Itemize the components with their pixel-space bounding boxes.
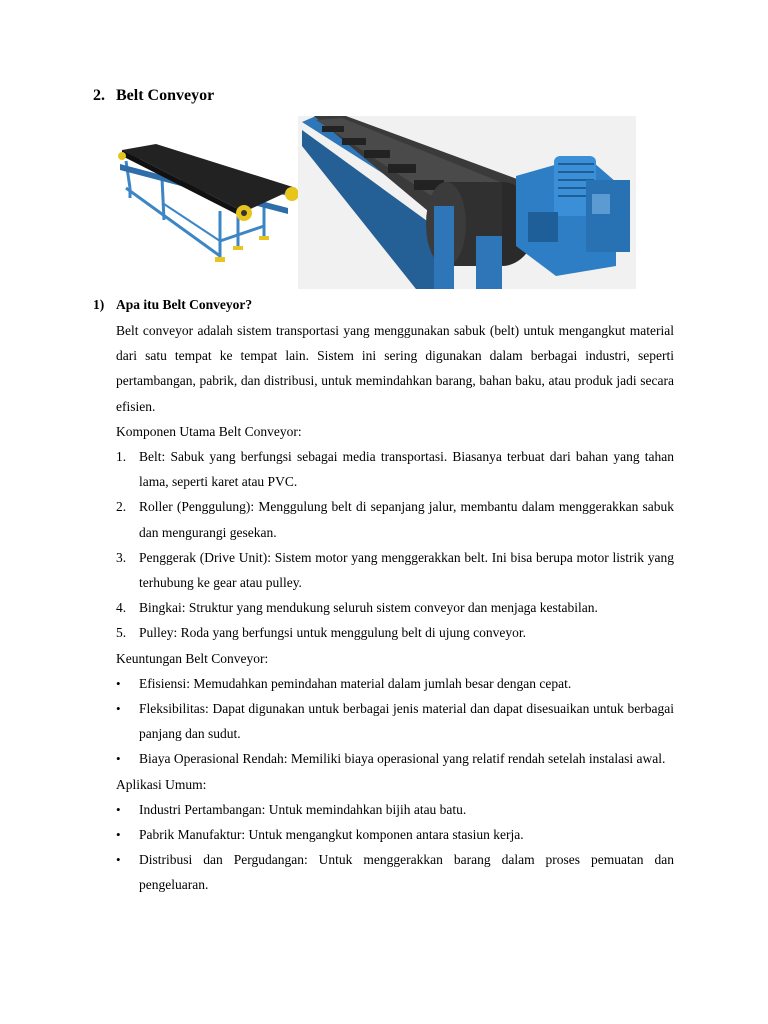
advantages-list [116, 671, 674, 772]
bullet-icon: • [116, 701, 121, 717]
list-item [116, 671, 674, 696]
list-item-text: Efisiensi: Memudahkan pemindahan material dalam jumlah besar dengan cepat. [139, 675, 572, 691]
intro-paragraph: Belt conveyor adalah sistem transportasi yang menggunakan sabuk (belt) untuk mengangkut material dari satu tempat ke tempat lain. Sistem ini sering digunakan dalam berbagai industri, seperti pertambangan, pabrik, dan distribusi, untuk memindahkan barang, bahan baku, atau produk jadi secara efisien. [116, 323, 674, 414]
list-item [116, 696, 674, 746]
list-item-text: Industri Pertambangan: Untuk memindahkan bijih atau batu. [139, 801, 467, 817]
conveyor-figure [116, 116, 636, 289]
list-item [116, 545, 674, 595]
list-item-text: Pabrik Manufaktur: Untuk mengangkut komponen antara stasiun kerja. [139, 827, 524, 843]
list-marker: 1. [116, 449, 127, 465]
list-item-text: Distribusi dan Pergudangan: Untuk menggerakkan barang dalam proses pemuatan dan pengeluaran. [139, 852, 674, 893]
list-item [116, 822, 674, 847]
list-item [116, 797, 674, 822]
conveyor-photo-icon [118, 144, 299, 262]
list-item-text: Biaya Operasional Rendah: Memiliki biaya operasional yang relatif rendah setelah instalasi awal. [139, 751, 666, 767]
list-marker: 4. [116, 600, 127, 616]
list-item [116, 746, 674, 771]
list-item [116, 595, 674, 620]
components-list [116, 444, 674, 646]
list-item-text: Belt: Sabuk yang berfungsi sebagai media transportasi. Biasanya terbuat dari bahan yang tahan lama, seperti karet atau PVC. [139, 449, 674, 490]
bullet-icon: • [116, 751, 121, 767]
question-heading [93, 297, 252, 313]
bullet-icon: • [116, 801, 121, 817]
section-title: Belt Conveyor [116, 87, 215, 104]
bullet-icon: • [116, 675, 121, 691]
list-item-text: Penggerak (Drive Unit): Sistem motor yang menggerakkan belt. Ini bisa berupa motor listrik yang terhubung ke gear atau pulley. [139, 549, 674, 591]
list-marker: 2. [116, 499, 127, 515]
bullet-icon: • [116, 827, 121, 843]
list-item [116, 444, 674, 494]
section-heading [93, 87, 214, 105]
question-title: Apa itu Belt Conveyor? [116, 297, 253, 312]
list-item [116, 847, 674, 897]
list-item-text: Fleksibilitas: Dapat digunakan untuk berbagai jenis material dan dapat disesuaikan untuk berbagai panjang dan sudut. [139, 701, 674, 742]
list-item-text: Pulley: Roda yang berfungsi untuk menggulung belt di ujung conveyor. [139, 625, 526, 641]
list-item-text: Roller (Penggulung): Menggulung belt di sepanjang jalur, membantu dalam menggerakkan sabuk dan mengurangi gesekan. [139, 499, 674, 540]
list-item-text: Bingkai: Struktur yang mendukung seluruh sistem conveyor dan menjaga kestabilan. [139, 600, 598, 616]
document-body [116, 318, 674, 898]
applications-heading: Aplikasi Umum: [116, 776, 207, 792]
components-heading: Komponen Utama Belt Conveyor: [116, 423, 302, 439]
question-number: 1) [93, 297, 105, 312]
list-item [116, 494, 674, 544]
bullet-icon: • [116, 852, 121, 868]
list-marker: 3. [116, 549, 127, 565]
industrial-conveyor-photo-icon [298, 116, 636, 289]
section-number: 2. [93, 87, 105, 104]
advantages-heading: Keuntungan Belt Conveyor: [116, 650, 269, 666]
list-marker: 5. [116, 625, 127, 641]
applications-list [116, 797, 674, 898]
list-item [116, 620, 674, 645]
